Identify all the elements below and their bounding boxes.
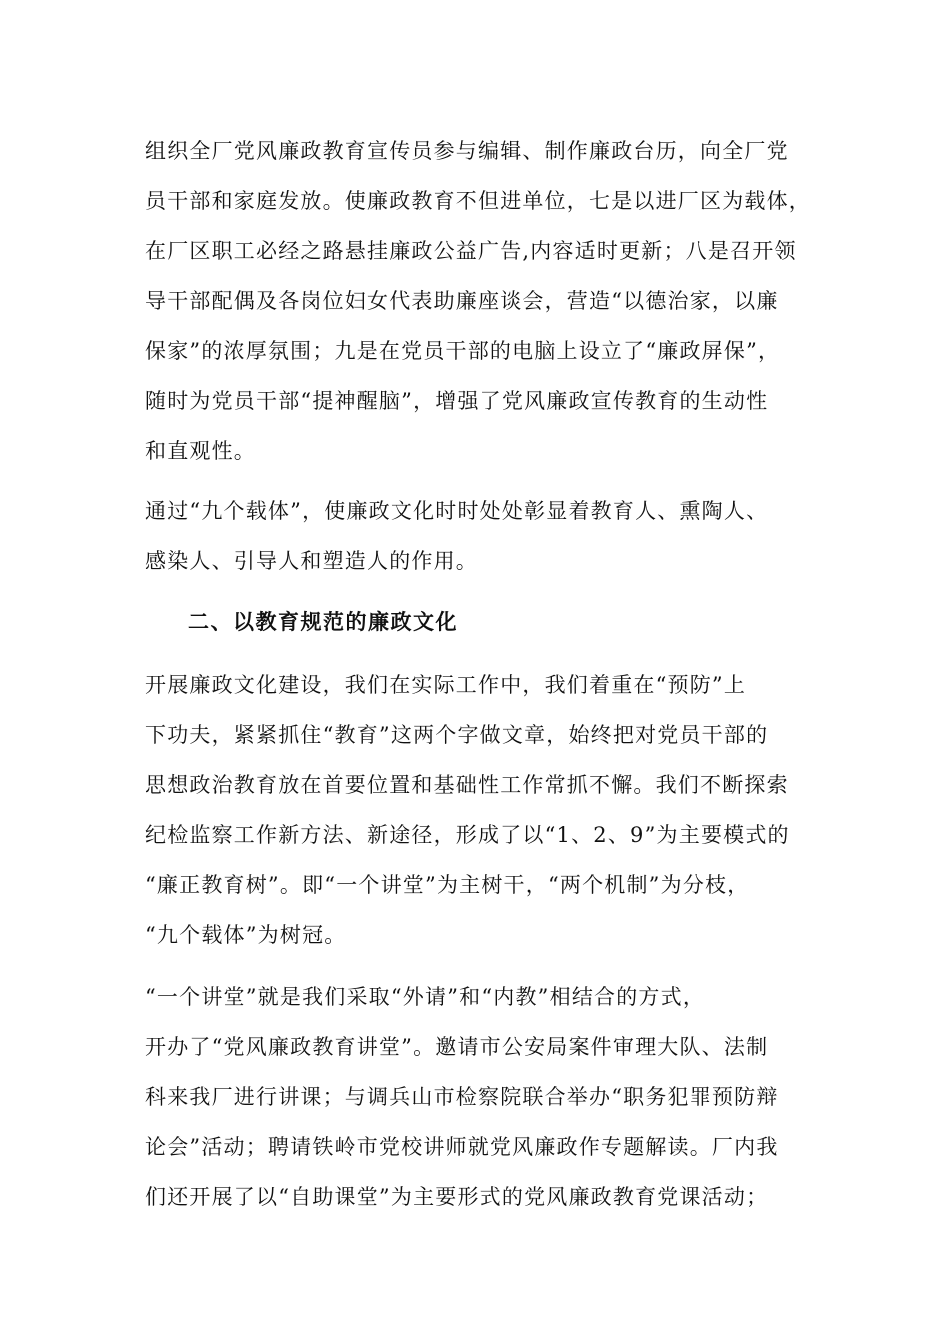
- text-line: 科来我厂进行讲课；与调兵山市检察院联合举办“职务犯罪预防辩: [145, 1085, 779, 1109]
- text-line: 开展廉政文化建设，我们在实际工作中，我们着重在“预防”上: [145, 673, 747, 697]
- text-line: 和直观性。: [145, 439, 256, 463]
- text-line: 下功夫，紧紧抓住“教育”这两个字做文章，始终把对党员干部的: [145, 723, 769, 747]
- paragraph-campaign-carriers: [145, 126, 811, 476]
- text-line: 论会”活动；聘请铁岭市党校讲师就党风廉政作专题解读。厂内我: [145, 1135, 779, 1159]
- text-line: 感染人、引导人和塑造人的作用。: [145, 549, 478, 573]
- text-line: 思想政治教育放在首要位置和基础性工作常抓不懈。我们不断探索: [145, 773, 789, 797]
- text-line: 纪检监察工作新方法、新途径，形成了以“1、2、9”为主要模式的: [145, 823, 790, 847]
- text-line: 组织全厂党风廉政教育宣传员参与编辑、制作廉政台历，向全厂党: [145, 139, 789, 163]
- text-line: 通过“九个载体”，使廉政文化时时处处彰显着教育人、熏陶人、: [145, 499, 769, 523]
- paragraph-nine-carriers-summary: [145, 486, 807, 586]
- text-line: 开办了“党风廉政教育讲堂”。邀请市公安局案件审理大队、法制: [145, 1035, 769, 1059]
- text-line: 导干部配偶及各岗位妇女代表助廉座谈会，营造“以德治家，以廉: [145, 289, 779, 313]
- section-heading: 二、以教育规范的廉政文化: [188, 610, 458, 634]
- paragraph-education-tree: [145, 660, 807, 960]
- text-line: “九个载体”为树冠。: [145, 923, 347, 947]
- text-line: 员干部和家庭发放。使廉政教育不但进单位，七是以进厂区为载体，: [145, 189, 811, 213]
- text-line: 保家”的浓厚氛围；九是在党员干部的电脑上设立了“廉政屏保”，: [145, 339, 781, 363]
- text-line: “廉正教育树”。即“一个讲堂”为主树干，“两个机制”为分枝，: [145, 873, 750, 897]
- paragraph-one-lecture-hall: [145, 972, 807, 1222]
- text-line: 在厂区职工必经之路悬挂廉政公益广告,内容适时更新；八是召开领: [145, 239, 797, 263]
- text-line: “一个讲堂”就是我们采取“外请”和“内教”相结合的方式，: [145, 985, 706, 1009]
- text-line: 们还开展了以“自助课堂”为主要形式的党风廉政教育党课活动；: [145, 1185, 769, 1209]
- text-line: 随时为党员干部“提神醒脑”，增强了党风廉政宣传教育的生动性: [145, 389, 769, 413]
